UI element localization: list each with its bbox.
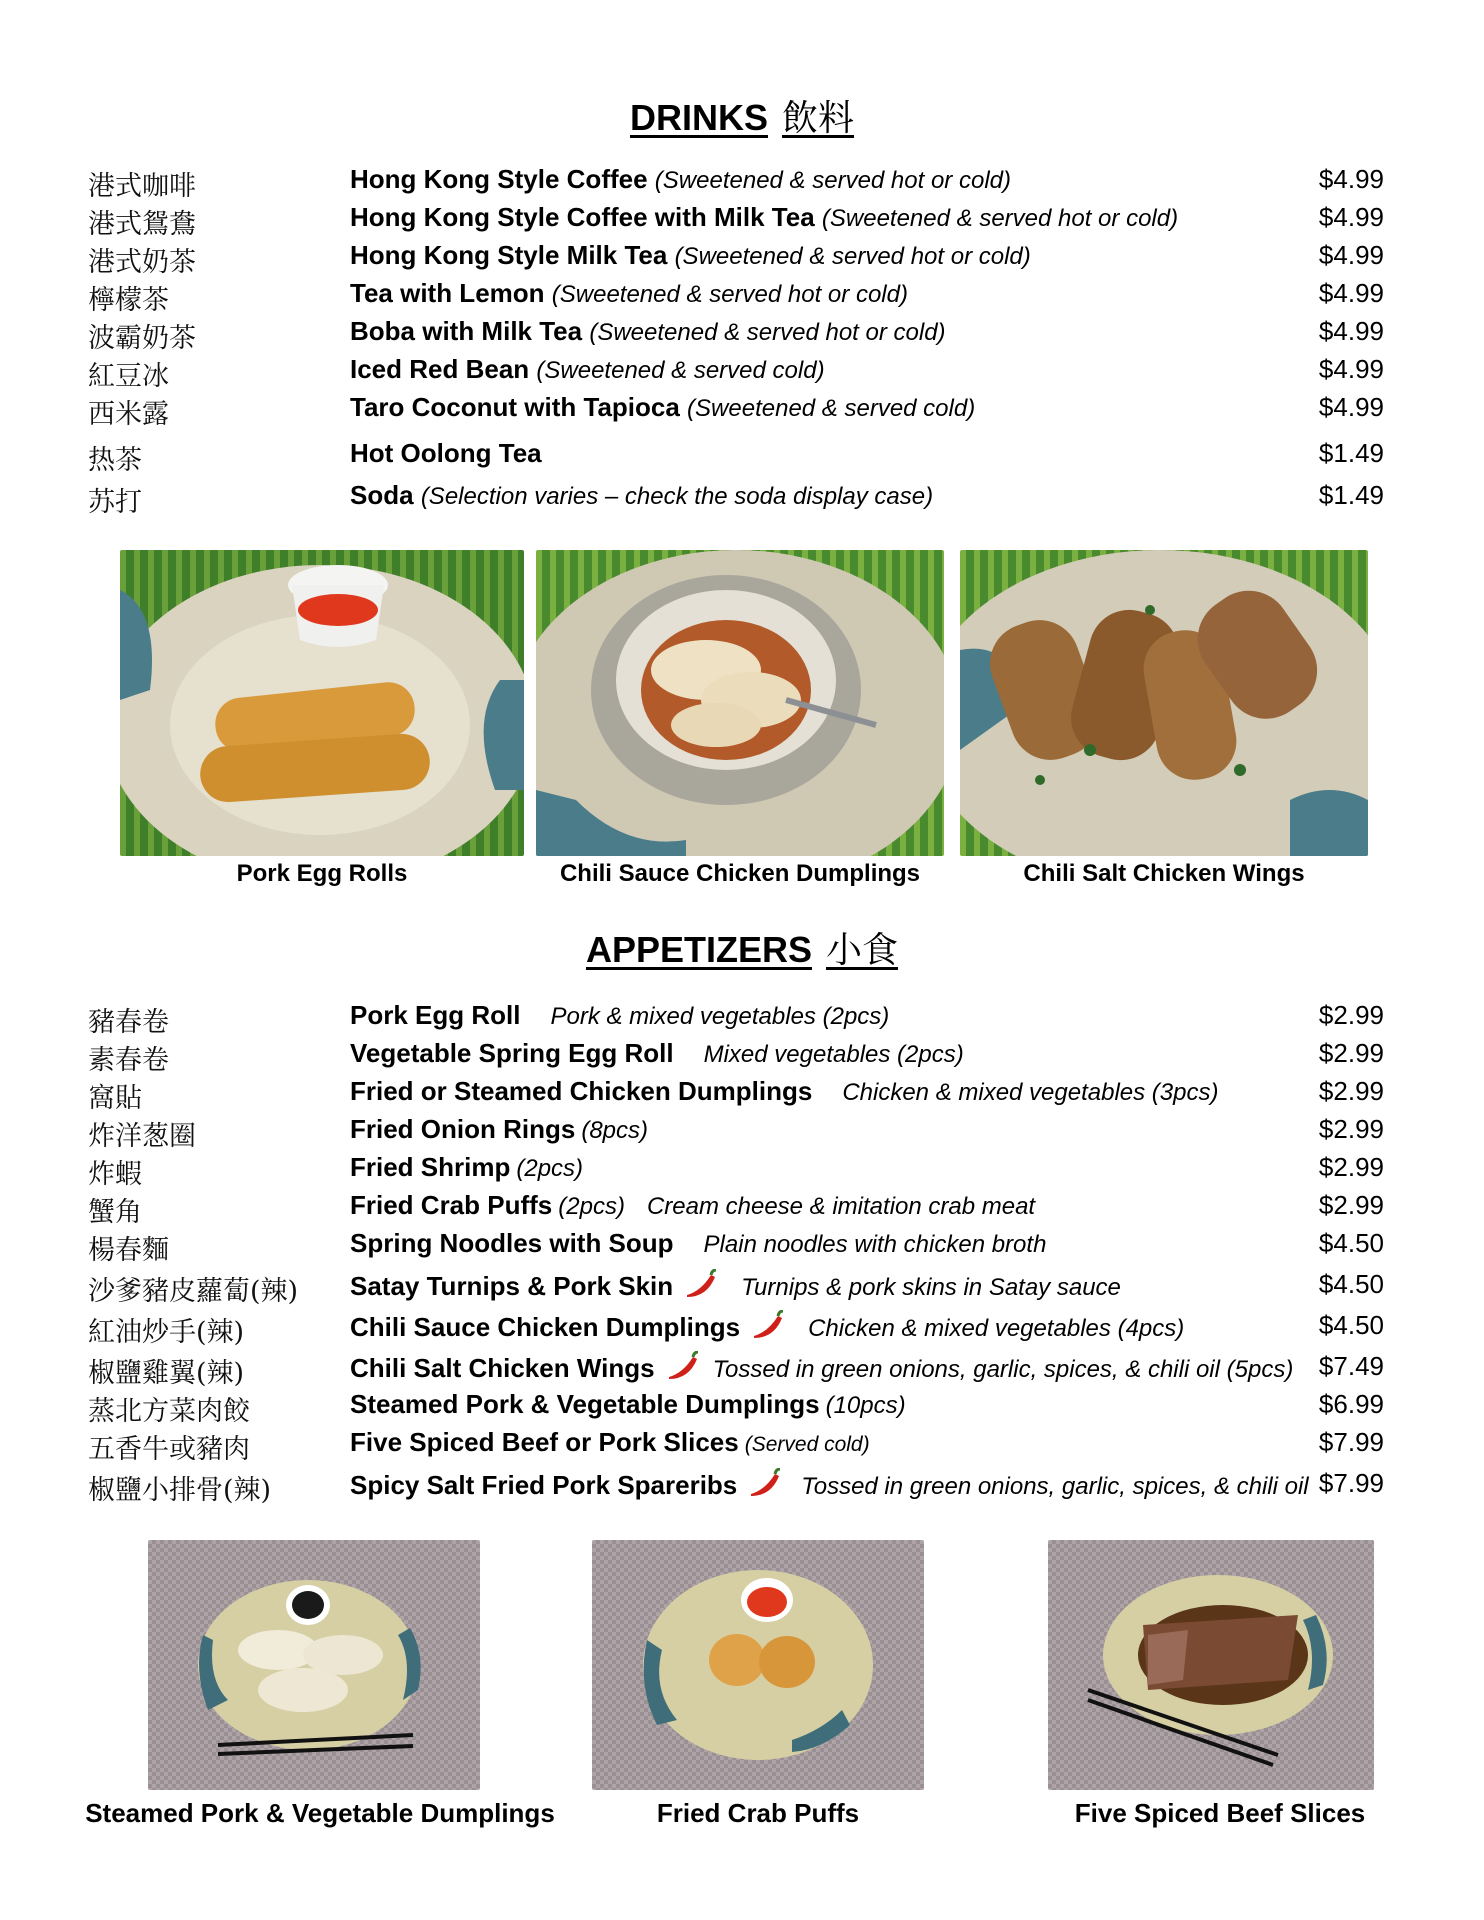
drink-price: $4.99	[1318, 392, 1384, 422]
appetizer-item	[0, 1076, 1484, 1114]
appetizer-zh: 窩貼	[88, 1083, 142, 1114]
drink-price: $1.49	[1318, 438, 1384, 468]
appetizer-en: Chili Salt Chicken Wings	[350, 1353, 655, 1383]
drink-note: (Sweetened & served hot or cold)	[654, 167, 1011, 194]
appetizer-note: Mixed vegetables (2pcs)	[703, 1041, 964, 1068]
chili-salt-wings-photo	[960, 550, 1368, 856]
chili-pepper-icon	[681, 1269, 719, 1299]
drink-item	[0, 392, 1484, 430]
appetizer-item	[0, 1389, 1484, 1427]
appetizer-item	[0, 1310, 1484, 1348]
appetizer-en: Steamed Pork & Vegetable Dumplings	[350, 1389, 820, 1419]
appetizer-en: Five Spiced Beef or Pork Slices	[350, 1427, 739, 1457]
appetizer-zh: 五香牛或豬肉	[88, 1434, 250, 1465]
drink-price: $4.99	[1318, 164, 1384, 194]
drink-zh: 檸檬茶	[88, 285, 169, 316]
drinks-title-en: DRINKS	[629, 97, 768, 138]
drink-en: Iced Red Bean	[350, 354, 530, 384]
appetizer-zh: 楊春麵	[88, 1235, 169, 1266]
appetizer-en: Fried Crab Puffs	[350, 1190, 553, 1220]
photo-caption: Pork Egg Rolls	[236, 860, 408, 887]
drink-zh: 港式鴛鴦	[88, 209, 196, 240]
drink-en: Hong Kong Style Coffee with Milk Tea	[350, 202, 815, 232]
chili-pepper-icon	[748, 1310, 786, 1340]
appetizers-title	[0, 922, 1484, 973]
drink-price: $4.99	[1318, 202, 1384, 232]
appetizers-title-en: APPETIZERS	[585, 929, 813, 970]
appetizer-item	[0, 1228, 1484, 1266]
appetizer-zh: 蟹角	[88, 1197, 142, 1228]
appetizer-zh: 炸蝦	[88, 1159, 142, 1190]
drink-item	[0, 316, 1484, 354]
chili-pepper-icon	[663, 1351, 701, 1381]
drink-note: (Sweetened & served hot or cold)	[589, 319, 946, 346]
drink-en: Hong Kong Style Milk Tea	[350, 240, 668, 270]
drinks-title-zh: 飲料	[782, 98, 855, 139]
appetizer-en: Satay Turnips & Pork Skin	[350, 1271, 674, 1301]
appetizer-item	[0, 1114, 1484, 1152]
appetizer-zh: 椒鹽小排骨(辣)	[88, 1475, 272, 1506]
appetizer-price: $4.50	[1318, 1228, 1384, 1258]
appetizer-note: Chicken & mixed vegetables (3pcs)	[842, 1079, 1219, 1106]
drink-zh: 波霸奶茶	[88, 323, 196, 354]
appetizer-qty: (8pcs)	[581, 1117, 649, 1144]
five-spiced-beef-photo	[1048, 1540, 1374, 1790]
appetizer-note: Pork & mixed vegetables (2pcs)	[550, 1003, 890, 1030]
chili-pepper-icon	[745, 1468, 783, 1498]
appetizer-en: Fried Shrimp	[350, 1152, 511, 1182]
drink-en: Soda	[350, 480, 414, 510]
appetizer-item	[0, 1152, 1484, 1190]
drink-item	[0, 164, 1484, 202]
drink-note: (Sweetened & served hot or cold)	[821, 205, 1179, 232]
drink-en: Boba with Milk Tea	[350, 316, 583, 346]
appetizer-item	[0, 1190, 1484, 1228]
drink-zh: 苏打	[88, 487, 142, 518]
appetizer-zh: 炸洋葱圈	[88, 1121, 196, 1152]
appetizer-price: $2.99	[1318, 1152, 1384, 1182]
appetizer-item	[0, 1038, 1484, 1076]
drink-item	[0, 240, 1484, 278]
appetizer-item	[0, 1351, 1484, 1389]
appetizer-zh: 沙爹豬皮蘿蔔(辣)	[88, 1276, 299, 1307]
photo-caption: Steamed Pork & Vegetable Dumplings	[85, 1798, 555, 1828]
drink-item	[0, 278, 1484, 316]
drink-item	[0, 438, 1484, 476]
appetizer-en: Chili Sauce Chicken Dumplings	[350, 1312, 741, 1342]
appetizer-qty: (Served cold)	[744, 1433, 870, 1456]
appetizer-price: $4.50	[1318, 1269, 1384, 1299]
drink-note: (Sweetened & served cold)	[536, 357, 825, 384]
appetizer-price: $7.99	[1318, 1468, 1384, 1498]
photo-caption: Fried Crab Puffs	[656, 1798, 860, 1828]
appetizer-note: Tossed in green onions, garlic, spices, & chili oil (5pcs)	[712, 1356, 1294, 1383]
drink-price: $4.99	[1318, 278, 1384, 308]
appetizer-qty: (10pcs)	[825, 1392, 906, 1419]
crab-puffs-photo	[592, 1540, 924, 1790]
drink-item	[0, 202, 1484, 240]
appetizer-qty: (2pcs)	[516, 1155, 584, 1182]
photo-caption: Chili Salt Chicken Wings	[1023, 860, 1305, 887]
drinks-title	[0, 90, 1484, 141]
appetizer-price: $2.99	[1318, 1076, 1384, 1106]
appetizer-price: $2.99	[1318, 1190, 1384, 1220]
appetizer-price: $2.99	[1318, 1038, 1384, 1068]
drink-en: Hot Oolong Tea	[350, 438, 542, 468]
appetizer-item	[0, 1468, 1484, 1506]
appetizer-note: Cream cheese & imitation crab meat	[646, 1193, 1036, 1220]
appetizer-item	[0, 1269, 1484, 1307]
appetizer-zh: 豬春卷	[88, 1007, 169, 1038]
appetizer-zh: 紅油炒手(辣)	[88, 1317, 245, 1348]
appetizer-price: $2.99	[1318, 1114, 1384, 1144]
drink-item	[0, 480, 1484, 518]
appetizer-en: Pork Egg Roll	[350, 1000, 521, 1030]
drink-zh: 港式奶茶	[88, 247, 196, 278]
chili-sauce-dumplings-photo	[536, 550, 944, 856]
appetizer-item	[0, 1427, 1484, 1465]
appetizer-note: Tossed in green onions, garlic, spices, & chili oil	[801, 1473, 1309, 1500]
appetizer-en: Spicy Salt Fried Pork Spareribs	[350, 1470, 738, 1500]
appetizer-en: Vegetable Spring Egg Roll	[350, 1038, 674, 1068]
appetizer-price: $4.50	[1318, 1310, 1384, 1340]
appetizer-en: Fried Onion Rings	[350, 1114, 576, 1144]
drink-price: $4.99	[1318, 240, 1384, 270]
appetizer-en: Spring Noodles with Soup	[350, 1228, 674, 1258]
appetizer-zh: 素春卷	[88, 1045, 169, 1076]
drink-zh: 港式咖啡	[88, 171, 196, 202]
drink-en: Hong Kong Style Coffee	[350, 164, 648, 194]
drink-note: (Sweetened & served hot or cold)	[674, 243, 1031, 270]
drink-en: Tea with Lemon	[350, 278, 545, 308]
drink-zh: 紅豆冰	[88, 361, 169, 392]
appetizer-price: $6.99	[1318, 1389, 1384, 1419]
appetizer-note: Plain noodles with chicken broth	[703, 1231, 1047, 1258]
drink-price: $4.99	[1318, 316, 1384, 346]
appetizer-note: Chicken & mixed vegetables (4pcs)	[808, 1315, 1185, 1342]
drink-zh: 西米露	[88, 399, 169, 430]
drink-zh: 热茶	[88, 445, 142, 476]
drink-note: (Sweetened & served cold)	[687, 395, 976, 422]
drink-item	[0, 354, 1484, 392]
appetizer-zh: 蒸北方菜肉餃	[88, 1396, 250, 1427]
appetizer-price: $7.49	[1318, 1351, 1384, 1381]
appetizer-zh: 椒鹽雞翼(辣)	[88, 1358, 245, 1389]
photo-caption: Five Spiced Beef Slices	[1074, 1798, 1366, 1828]
appetizer-price: $7.99	[1318, 1427, 1384, 1457]
photo-caption: Chili Sauce Chicken Dumplings	[559, 860, 921, 887]
appetizer-en: Fried or Steamed Chicken Dumplings	[350, 1076, 813, 1106]
appetizers-title-zh: 小食	[826, 930, 899, 971]
appetizer-note: Turnips & pork skins in Satay sauce	[741, 1274, 1121, 1301]
drink-en: Taro Coconut with Tapioca	[350, 392, 680, 422]
appetizer-item	[0, 1000, 1484, 1038]
drink-price: $4.99	[1318, 354, 1384, 384]
steamed-dumplings-photo	[148, 1540, 480, 1790]
pork-egg-rolls-photo	[120, 550, 524, 856]
appetizer-price: $2.99	[1318, 1000, 1384, 1030]
appetizer-qty: (2pcs)	[558, 1193, 625, 1220]
drink-note: (Selection varies – check the soda display case)	[420, 483, 934, 510]
drink-note: (Sweetened & served hot or cold)	[551, 281, 908, 308]
drink-price: $1.49	[1318, 480, 1384, 510]
